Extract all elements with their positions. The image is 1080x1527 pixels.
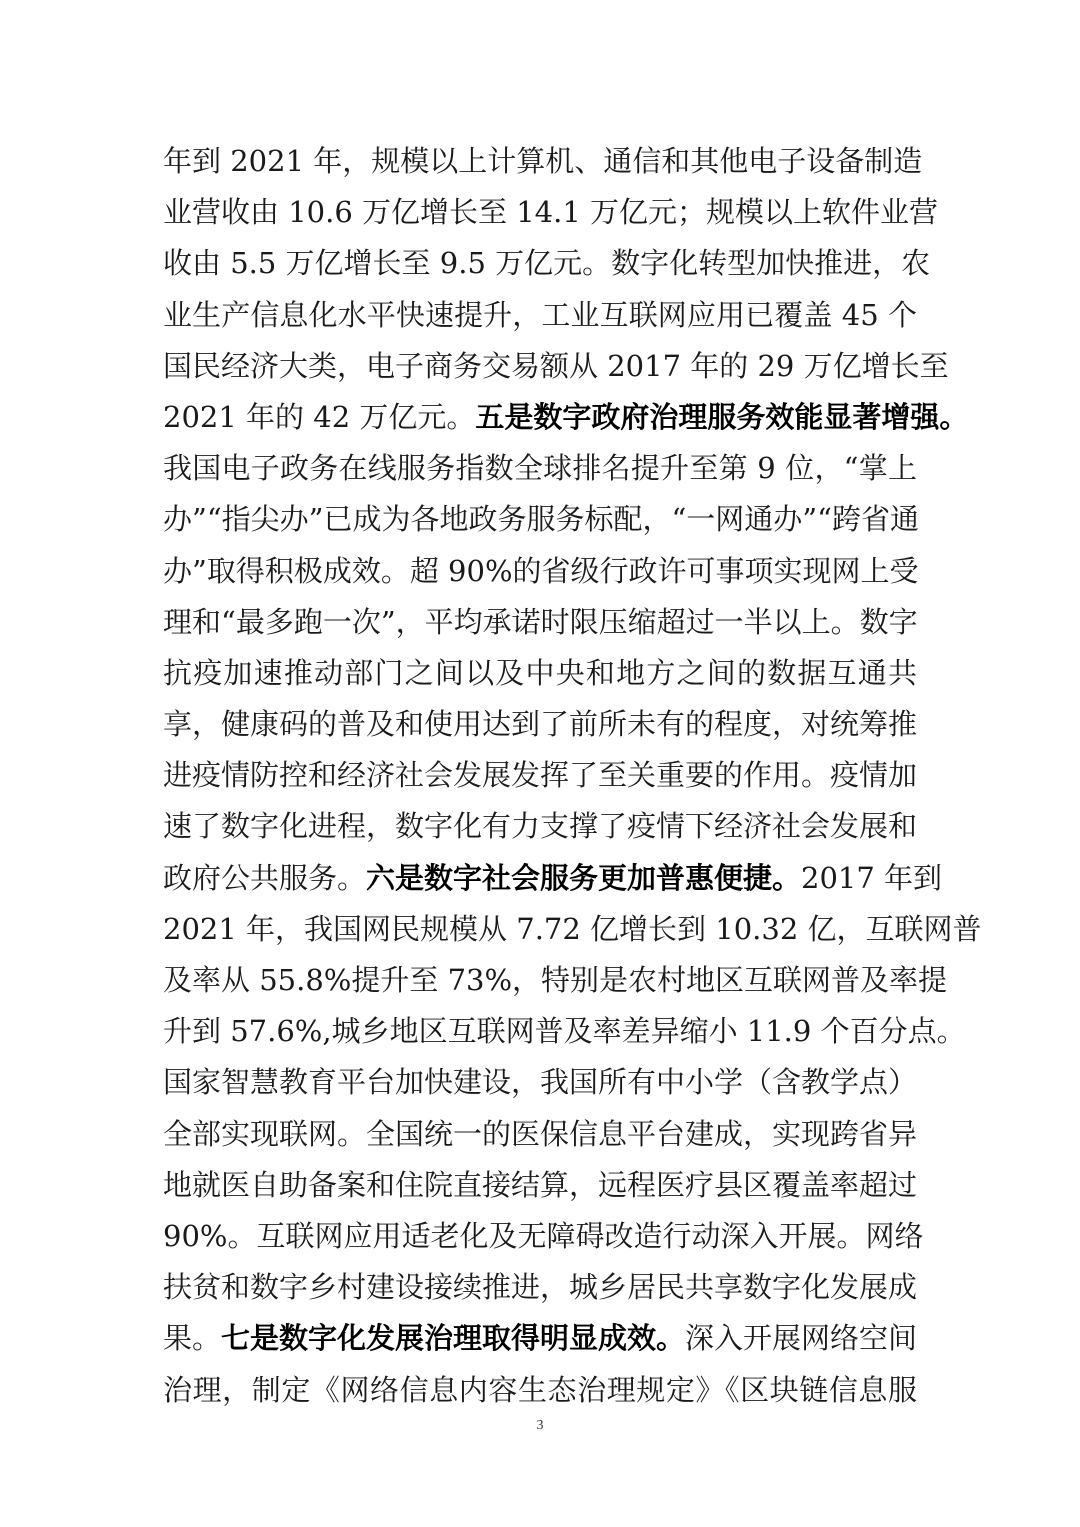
line-text: 抗疫加速推动部门之间以及中央和地方之间的数据互通共 bbox=[163, 655, 917, 690]
line-text: 办”取得积极成效。超 90%的省级行政许可事项实现网上受 bbox=[163, 553, 919, 588]
line-text: 90%。互联网应用适老化及无障碍改造行动深入开展。网络 bbox=[163, 1218, 924, 1253]
line-text: 扶贫和数字乡村建设接续推进，城乡居民共享数字化发展成 bbox=[163, 1270, 918, 1305]
line-text: 国民经济大类，电子商务交易额从 2017 年的 29 万亿增长至 bbox=[163, 348, 949, 383]
text-line bbox=[163, 1211, 924, 1262]
body-paragraph bbox=[163, 136, 982, 1416]
text-line bbox=[163, 853, 943, 904]
bold-heading-text: 五是数字政府治理服务效能显著增强。 bbox=[475, 399, 969, 434]
text-line bbox=[163, 1109, 917, 1160]
text-line bbox=[163, 1057, 917, 1108]
text-line bbox=[163, 238, 931, 289]
text-line bbox=[163, 955, 948, 1006]
line-text: 业生产信息化水平快速提升，工业互联网应用已覆盖 45 个 bbox=[163, 297, 917, 332]
text-line bbox=[163, 136, 923, 187]
line-text: 进疫情防控和经济社会发展发挥了至关重要的作用。疫情加 bbox=[163, 758, 918, 793]
text-line bbox=[163, 494, 917, 545]
text-line bbox=[163, 187, 939, 238]
text-line bbox=[163, 648, 917, 699]
page-number: 3 bbox=[536, 1418, 544, 1433]
line-text: 2017 年到 bbox=[801, 860, 943, 895]
line-text: 享，健康码的普及和使用达到了前所未有的程度，对统筹推 bbox=[163, 707, 918, 742]
line-text: 2021 年，我国网民规模从 7.72 亿增长到 10.32 亿，互联网普 bbox=[163, 911, 982, 946]
text-line bbox=[163, 1160, 917, 1211]
bold-heading-text: 六是数字社会服务更加普惠便捷。 bbox=[366, 860, 802, 895]
text-line bbox=[163, 750, 917, 801]
text-line bbox=[163, 904, 982, 955]
line-text: 2021 年的 42 万亿元。 bbox=[163, 399, 476, 434]
text-line bbox=[163, 699, 917, 750]
line-text: 政府公共服务。 bbox=[163, 860, 367, 895]
text-line bbox=[163, 443, 917, 494]
line-text: 速了数字化进程，数字化有力支撑了疫情下经济社会发展和 bbox=[163, 809, 918, 844]
line-text: 我国电子政务在线服务指数全球排名提升至第 9 位，“掌上 bbox=[163, 451, 917, 486]
text-line bbox=[163, 801, 917, 852]
line-text: 办”“指尖办”已成为各地政务服务标配，“一网通办”“跨省通 bbox=[163, 502, 919, 537]
line-text: 全部实现联网。全国统一的医保信息平台建成，实现跨省异 bbox=[163, 1116, 918, 1151]
line-text: 收由 5.5 万亿增长至 9.5 万亿元。数字化转型加快推进，农 bbox=[163, 246, 931, 281]
line-text: 地就医自助备案和住院直接结算，远程医疗县区覆盖率超过 bbox=[163, 1167, 918, 1202]
line-text: 及率从 55.8%提升至 73%，特别是农村地区互联网普及率提 bbox=[163, 963, 948, 997]
line-text: 治理，制定《网络信息内容生态治理规定》《区块链信息服 bbox=[163, 1372, 917, 1407]
line-text: 年到 2021 年，规模以上计算机、通信和其他电子设备制造 bbox=[163, 144, 923, 178]
text-line bbox=[163, 1313, 917, 1364]
text-line bbox=[163, 546, 917, 597]
bold-heading-text: 七是数字化发展治理取得明显成效。 bbox=[221, 1321, 686, 1356]
text-line bbox=[163, 290, 917, 341]
text-line bbox=[163, 1262, 917, 1313]
text-line bbox=[163, 1365, 917, 1416]
line-text: 果。 bbox=[163, 1321, 222, 1356]
line-text: 深入开展网络空间 bbox=[685, 1321, 918, 1356]
line-text: 理和“最多跑一次”，平均承诺时限压缩超过一半以上。数字 bbox=[163, 604, 918, 639]
text-line bbox=[163, 392, 969, 443]
text-line bbox=[163, 597, 917, 648]
line-text: 国家智慧教育平台加快建设，我国所有中小学（含教学点） bbox=[163, 1065, 918, 1100]
text-line bbox=[163, 341, 949, 392]
line-text: 升到 57.6%,城乡地区互联网普及率差异缩小 11.9 个百分点。 bbox=[163, 1014, 966, 1049]
line-text: 业营收由 10.6 万亿增长至 14.1 万亿元；规模以上软件业营 bbox=[163, 195, 939, 230]
text-line bbox=[163, 1006, 966, 1057]
